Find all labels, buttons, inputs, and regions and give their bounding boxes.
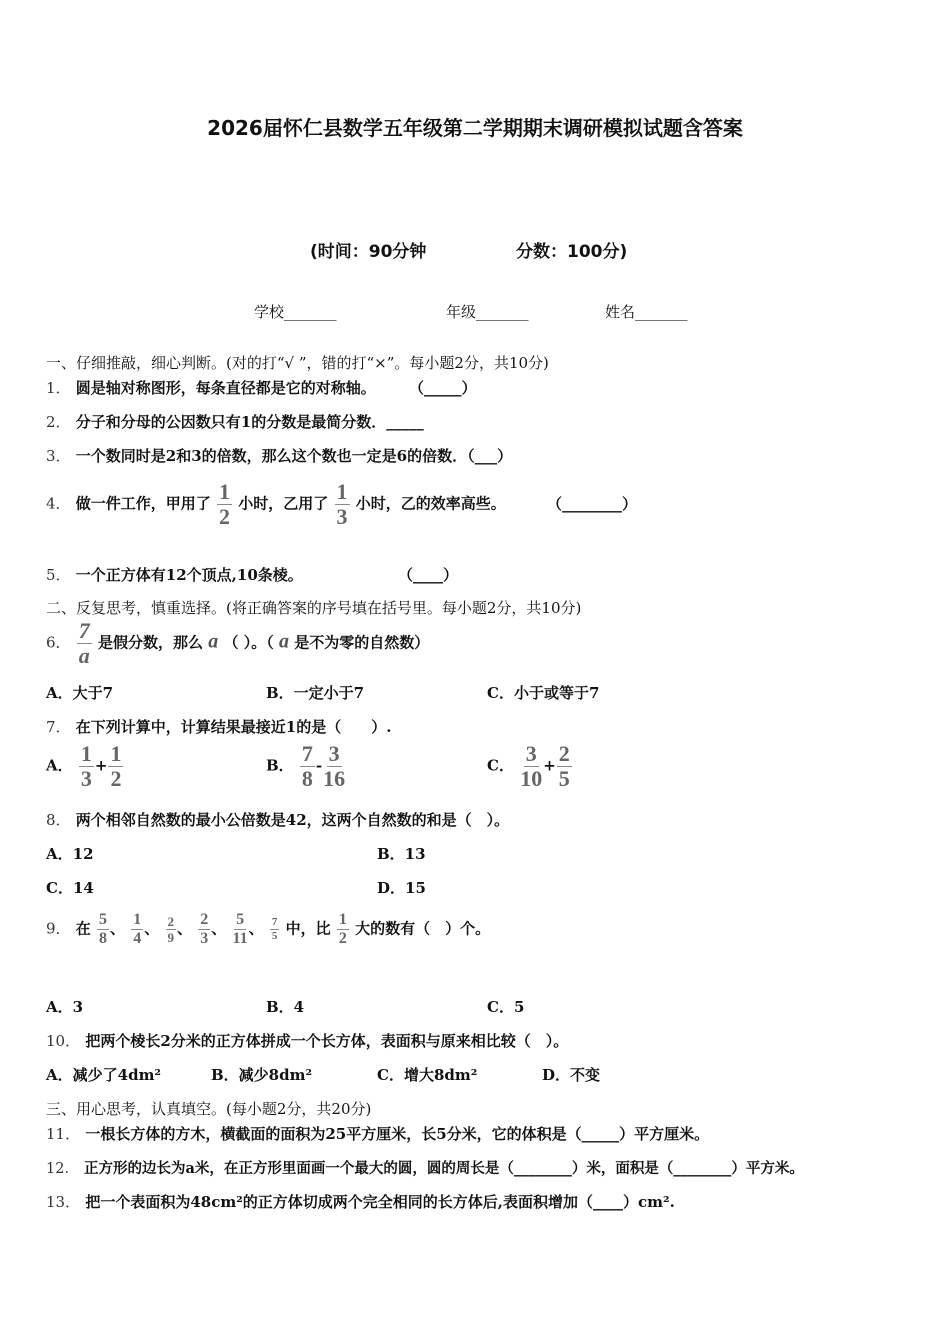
fraction: [520, 743, 542, 790]
separator: 、: [110, 919, 126, 938]
question-number: 12．: [46, 1161, 79, 1177]
fraction: [337, 912, 349, 947]
question-number: 4．: [46, 494, 71, 513]
question-number: 1．: [46, 379, 71, 397]
question-text: 在: [75, 919, 91, 938]
question-text: 是不为零的自然数）: [294, 633, 430, 652]
numerator: 5: [236, 911, 245, 928]
exam-time: (时间：90分钟: [310, 242, 427, 262]
question-12: [46, 1157, 804, 1178]
fraction: [300, 743, 315, 790]
exam-score: 分数：100分): [516, 242, 628, 262]
question-text: 小时，乙的效率高些。: [355, 494, 506, 513]
question-10: [46, 1030, 568, 1051]
question-text: （ ）。（: [223, 633, 274, 652]
question-7: [46, 716, 391, 737]
numerator: 2: [558, 741, 570, 766]
question-6: [46, 620, 429, 667]
fraction: [233, 912, 248, 947]
question-text: 中，比: [285, 919, 331, 938]
option-c[interactable]: [487, 743, 573, 790]
school-field[interactable]: 学校_______: [254, 303, 337, 321]
question-13: [46, 1191, 675, 1212]
option-label: A．: [46, 756, 73, 775]
option-a[interactable]: A．12: [46, 845, 94, 863]
option-c[interactable]: C．5: [487, 998, 525, 1016]
separator: 、: [177, 919, 193, 938]
denominator: 3: [200, 930, 209, 947]
question-4: [46, 481, 637, 528]
option-c[interactable]: C．增大8dm²: [377, 1066, 478, 1084]
fraction: [79, 743, 94, 790]
fraction: [131, 912, 143, 947]
numerator: 5: [99, 911, 108, 928]
variable: a: [278, 630, 289, 653]
option-label: C．: [487, 756, 514, 775]
question-8: [46, 809, 509, 830]
option-a[interactable]: A．3: [46, 998, 84, 1016]
option-d[interactable]: D．不变: [542, 1066, 601, 1084]
option-c[interactable]: C．14: [46, 879, 94, 897]
fraction: [198, 912, 210, 947]
option-b[interactable]: B．4: [266, 998, 305, 1016]
question-3: [46, 445, 512, 466]
question-1: [46, 377, 477, 398]
fraction: [166, 915, 177, 944]
question-number: 3．: [46, 447, 71, 465]
question-text: 一个正方体有12个顶点,10条棱。: [75, 566, 303, 584]
question-5: [46, 564, 458, 585]
question-text: 把两个棱长2分米的正方体拼成一个长方体，表面积与原来相比较（ ）。: [85, 1032, 569, 1050]
question-text: 在下列计算中，计算结果最接近1的是（ ）.: [75, 718, 392, 736]
question-number: 11．: [46, 1125, 81, 1143]
question-text: 大的数有（ ）个。: [355, 919, 491, 938]
numerator: 3: [525, 741, 537, 766]
question-number: 9．: [46, 919, 71, 938]
denominator: 9: [167, 930, 175, 945]
fraction: [335, 481, 350, 528]
numerator: 1: [110, 741, 122, 766]
separator: 、: [211, 919, 227, 938]
variable: a: [208, 630, 219, 653]
numerator: 1: [133, 911, 142, 928]
denominator: 2: [338, 930, 347, 947]
question-text: 圆是轴对称图形，每条直径都是它的对称轴。: [75, 379, 376, 397]
section-3-heading: 三、用心思考，认真填空。(每小题2分，共20分): [46, 1100, 372, 1118]
question-text: 两个相邻自然数的最小公倍数是42，这两个自然数的和是（ ）。: [75, 811, 510, 829]
denominator: 2: [110, 766, 122, 791]
question-text: 分子和分母的公因数只有1的分数是最简分数．_____: [75, 413, 424, 431]
fraction: [77, 620, 92, 667]
fraction: [323, 743, 345, 790]
option-b[interactable]: B．13: [377, 845, 426, 863]
denominator: 11: [232, 930, 248, 947]
numerator: 2: [200, 911, 209, 928]
question-text: 把一个表面积为48cm²的正方体切成两个完全相同的长方体后,表面积增加（____）cm².: [85, 1193, 675, 1211]
numerator: 7: [271, 916, 278, 928]
question-text: 是假分数，那么: [98, 633, 204, 652]
operator: +: [543, 756, 556, 775]
answer-blank[interactable]: （________）: [547, 494, 638, 513]
question-2: [46, 411, 424, 432]
option-a[interactable]: A．减少了4dm²: [46, 1066, 162, 1084]
option-label: B．: [266, 756, 294, 775]
numerator: 7: [301, 741, 313, 766]
question-number: 2．: [46, 413, 71, 431]
denominator: 8: [99, 930, 108, 947]
option-a[interactable]: A．大于7: [46, 684, 114, 702]
separator: 、: [248, 919, 264, 938]
name-field[interactable]: 姓名_______: [605, 303, 688, 321]
fraction: [217, 481, 232, 528]
question-11: [46, 1123, 709, 1144]
question-number: 8．: [46, 811, 71, 829]
fraction: [557, 743, 572, 790]
numerator: 2: [167, 914, 175, 929]
operator: -: [315, 756, 323, 775]
denominator: 3: [336, 504, 348, 529]
option-b[interactable]: [266, 743, 346, 790]
numerator: 7: [78, 618, 90, 643]
fraction: [108, 743, 123, 790]
option-b[interactable]: B．减少8dm²: [211, 1066, 313, 1084]
grade-field[interactable]: 年级_______: [446, 303, 529, 321]
answer-blank[interactable]: （_____）: [409, 379, 477, 397]
question-number: 7．: [46, 718, 71, 736]
denominator: 3: [80, 766, 92, 791]
question-number: 6．: [46, 633, 71, 652]
question-number: 10．: [46, 1032, 81, 1050]
numerator: 1: [336, 479, 348, 504]
question-number: 13．: [46, 1193, 81, 1211]
option-d[interactable]: D．15: [377, 879, 426, 897]
fraction: [270, 917, 280, 942]
question-text: 一个数同时是2和3的倍数，那么这个数也一定是6的倍数．（___）: [75, 447, 513, 465]
numerator: 3: [328, 741, 340, 766]
operator: +: [94, 756, 108, 775]
question-9: [46, 912, 490, 947]
separator: 、: [144, 919, 160, 938]
fraction: [97, 912, 109, 947]
denominator: 5: [271, 930, 278, 942]
denominator: a: [78, 643, 90, 668]
denominator: 4: [133, 930, 142, 947]
option-b[interactable]: B．一定小于7: [266, 684, 365, 702]
denominator: 16: [323, 766, 346, 791]
denominator: 10: [520, 766, 543, 791]
question-text: 正方形的边长为a米，在正方形里面画一个最大的圆，圆的周长是（________）米，面积是（________）平方米。: [84, 1160, 804, 1177]
question-text: 小时，乙用了: [238, 494, 329, 513]
numerator: 1: [219, 479, 231, 504]
denominator: 8: [301, 766, 313, 791]
answer-blank[interactable]: （____）: [398, 566, 459, 584]
numerator: 1: [80, 741, 92, 766]
numerator: 1: [338, 911, 347, 928]
option-a[interactable]: [46, 743, 124, 790]
question-text: 做一件工作，甲用了: [75, 494, 211, 513]
section-1-heading: 一、仔细推敲，细心判断。(对的打“√ ”，错的打“×”。每小题2分，共10分): [46, 354, 549, 372]
denominator: 2: [219, 504, 231, 529]
question-number: 5．: [46, 566, 71, 584]
page-title: 2026届怀仁县数学五年级第二学期期末调研模拟试题含答案: [207, 116, 743, 140]
question-text: 一根长方体的方木，横截面的面积为25平方厘米，长5分米，它的体积是（_____）平方厘米。: [85, 1125, 710, 1143]
denominator: 5: [558, 766, 570, 791]
section-2-heading: 二、反复思考，慎重选择。(将正确答案的序号填在括号里。每小题2分，共10分): [46, 599, 582, 617]
option-c[interactable]: C．小于或等于7: [487, 684, 600, 702]
